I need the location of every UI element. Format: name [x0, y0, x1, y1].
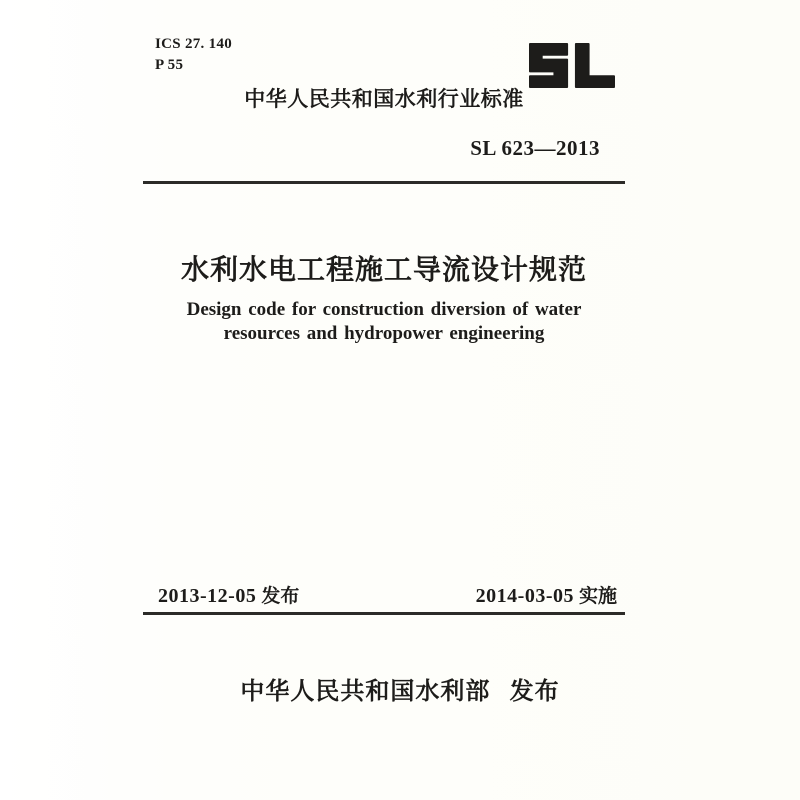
publisher-name: 中华人民共和国水利部: [240, 678, 491, 705]
dates-row: [143, 584, 625, 608]
title-chinese: 水利水电工程施工导流设计规范: [180, 254, 587, 285]
title-english: [143, 298, 625, 346]
effective-date-group: [476, 584, 617, 609]
title-english-line1: Design code for construction diversion of water: [186, 299, 582, 320]
issued-date-group: [158, 584, 299, 609]
standard-type-heading: 中华人民共和国水利行业标准: [244, 88, 524, 111]
issued-label: 发布: [261, 586, 300, 607]
publisher-action-label: 发布: [509, 678, 560, 705]
top-divider-rule: [143, 181, 625, 184]
effective-label: 实施: [578, 586, 617, 607]
issued-date: 2013-12-05: [158, 585, 257, 607]
doc-class-code: P 55: [155, 57, 184, 73]
publisher-row: [0, 676, 800, 708]
bottom-divider-rule: [143, 612, 625, 615]
sl-logo-icon: [529, 43, 615, 88]
standard-number: SL 623—2013: [470, 136, 600, 160]
classification-codes: [155, 34, 232, 76]
ics-code: ICS 27. 140: [155, 36, 233, 52]
title-english-line2: resources and hydropower engineering: [223, 323, 545, 344]
effective-date: 2014-03-05: [475, 585, 574, 607]
